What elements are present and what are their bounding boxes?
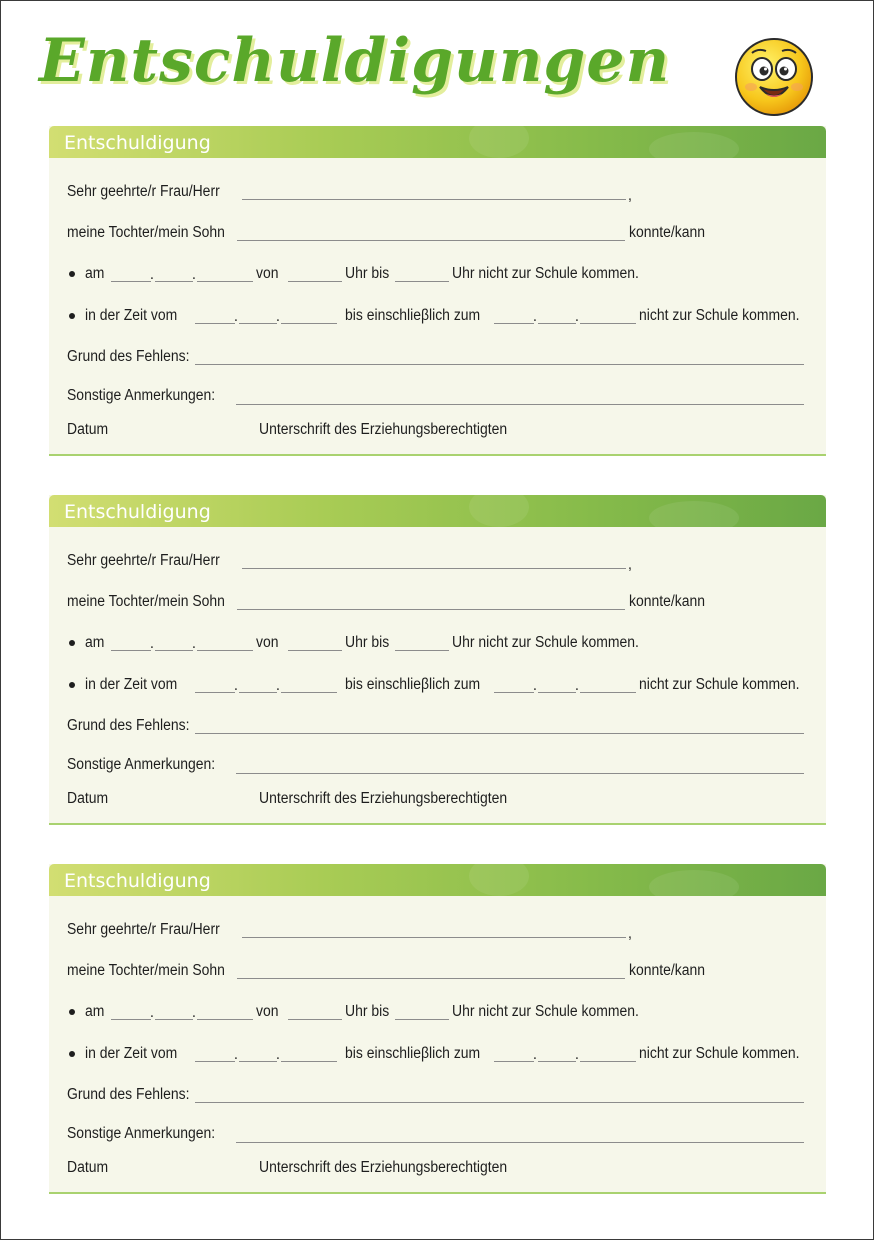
bis-incl-label: bis einschlieβlich zum xyxy=(345,307,481,324)
comma-text: , xyxy=(628,187,632,204)
recipient-name-field[interactable] xyxy=(242,937,626,938)
date-dot: . xyxy=(192,1004,196,1021)
date-day-field[interactable] xyxy=(111,650,151,651)
period-end-day-field[interactable] xyxy=(494,1061,534,1062)
notes-field[interactable] xyxy=(236,404,804,405)
salutation-label: Sehr geehrte/r Frau/Herr xyxy=(67,921,220,938)
period-start-day-field[interactable] xyxy=(195,323,235,324)
date-label: Datum xyxy=(67,790,109,807)
date-dot: . xyxy=(150,635,154,652)
comma-text: , xyxy=(628,925,632,942)
period-end-day-field[interactable] xyxy=(494,692,534,693)
date-dot: . xyxy=(575,1046,579,1063)
form-header xyxy=(49,864,826,896)
date-dot: . xyxy=(150,266,154,283)
recipient-name-field[interactable] xyxy=(242,199,626,200)
form-title: Entschuldigung xyxy=(64,501,211,523)
absent-label: nicht zur Schule kommen. xyxy=(639,676,800,693)
excuse-form-1 xyxy=(49,126,826,456)
form-title: Entschuldigung xyxy=(64,132,211,154)
date-label: Datum xyxy=(67,1159,109,1176)
date-dot: . xyxy=(533,677,537,694)
period-start-year-field[interactable] xyxy=(281,323,337,324)
signature-label: Unterschrift des Erziehungsberechtigten xyxy=(259,790,508,807)
date-dot: . xyxy=(192,266,196,283)
bullet-icon xyxy=(69,1051,75,1057)
notes-label: Sonstige Anmerkungen: xyxy=(67,756,216,773)
uhr-bis-label: Uhr bis xyxy=(345,1003,390,1020)
period-start-month-field[interactable] xyxy=(239,692,277,693)
comma-text: , xyxy=(628,556,632,573)
period-end-year-field[interactable] xyxy=(580,692,636,693)
uhr-absent-label: Uhr nicht zur Schule kommen. xyxy=(452,265,639,282)
date-dot: . xyxy=(276,1046,280,1063)
uhr-bis-label: Uhr bis xyxy=(345,265,390,282)
smiley-face-icon xyxy=(734,37,814,117)
reason-label: Grund des Fehlens: xyxy=(67,717,190,734)
salutation-label: Sehr geehrte/r Frau/Herr xyxy=(67,183,220,200)
zeit-vom-label: in der Zeit vom xyxy=(85,676,178,693)
date-dot: . xyxy=(150,1004,154,1021)
date-dot: . xyxy=(234,308,238,325)
bis-incl-label: bis einschlieβlich zum xyxy=(345,1045,481,1062)
date-month-field[interactable] xyxy=(155,281,193,282)
salutation-label: Sehr geehrte/r Frau/Herr xyxy=(67,552,220,569)
date-month-field[interactable] xyxy=(155,1019,193,1020)
could-label: konnte/kann xyxy=(629,962,706,979)
notes-field[interactable] xyxy=(236,773,804,774)
form-header xyxy=(49,495,826,527)
period-start-day-field[interactable] xyxy=(195,1061,235,1062)
period-end-month-field[interactable] xyxy=(538,692,576,693)
child-name-field[interactable] xyxy=(237,240,625,241)
could-label: konnte/kann xyxy=(629,593,706,610)
time-to-field[interactable] xyxy=(395,281,449,282)
date-dot: . xyxy=(533,308,537,325)
form-header xyxy=(49,126,826,158)
date-dot: . xyxy=(192,635,196,652)
child-label: meine Tochter/mein Sohn xyxy=(67,593,225,610)
von-label: von xyxy=(256,265,279,282)
period-end-month-field[interactable] xyxy=(538,1061,576,1062)
bullet-icon xyxy=(69,640,75,646)
date-day-field[interactable] xyxy=(111,281,151,282)
uhr-absent-label: Uhr nicht zur Schule kommen. xyxy=(452,1003,639,1020)
bullet-icon xyxy=(69,1009,75,1015)
reason-field[interactable] xyxy=(195,364,804,365)
reason-field[interactable] xyxy=(195,733,804,734)
child-label: meine Tochter/mein Sohn xyxy=(67,224,225,241)
notes-field[interactable] xyxy=(236,1142,804,1143)
date-dot: . xyxy=(575,308,579,325)
am-label: am xyxy=(85,634,105,651)
signature-label: Unterschrift des Erziehungsberechtigten xyxy=(259,421,508,438)
signature-label: Unterschrift des Erziehungsberechtigten xyxy=(259,1159,508,1176)
zeit-vom-label: in der Zeit vom xyxy=(85,307,178,324)
time-from-field[interactable] xyxy=(288,650,342,651)
period-end-year-field[interactable] xyxy=(580,323,636,324)
date-year-field[interactable] xyxy=(197,1019,253,1020)
period-start-day-field[interactable] xyxy=(195,692,235,693)
page-title: Entschuldigungen xyxy=(39,26,671,96)
date-dot: . xyxy=(234,677,238,694)
bullet-icon xyxy=(69,271,75,277)
excuse-form-2 xyxy=(49,495,826,825)
period-start-month-field[interactable] xyxy=(239,1061,277,1062)
child-name-field[interactable] xyxy=(237,978,625,979)
date-month-field[interactable] xyxy=(155,650,193,651)
period-start-month-field[interactable] xyxy=(239,323,277,324)
am-label: am xyxy=(85,1003,105,1020)
date-dot: . xyxy=(276,308,280,325)
time-to-field[interactable] xyxy=(395,1019,449,1020)
period-end-year-field[interactable] xyxy=(580,1061,636,1062)
time-from-field[interactable] xyxy=(288,281,342,282)
absent-label: nicht zur Schule kommen. xyxy=(639,307,800,324)
von-label: von xyxy=(256,1003,279,1020)
date-dot: . xyxy=(575,677,579,694)
absent-label: nicht zur Schule kommen. xyxy=(639,1045,800,1062)
am-label: am xyxy=(85,265,105,282)
zeit-vom-label: in der Zeit vom xyxy=(85,1045,178,1062)
period-start-year-field[interactable] xyxy=(281,692,337,693)
date-dot: . xyxy=(276,677,280,694)
period-end-day-field[interactable] xyxy=(494,323,534,324)
reason-field[interactable] xyxy=(195,1102,804,1103)
date-dot: . xyxy=(533,1046,537,1063)
date-year-field[interactable] xyxy=(197,281,253,282)
recipient-name-field[interactable] xyxy=(242,568,626,569)
reason-label: Grund des Fehlens: xyxy=(67,1086,190,1103)
period-end-month-field[interactable] xyxy=(538,323,576,324)
uhr-bis-label: Uhr bis xyxy=(345,634,390,651)
excuse-form-3 xyxy=(49,864,826,1194)
notes-label: Sonstige Anmerkungen: xyxy=(67,1125,216,1142)
could-label: konnte/kann xyxy=(629,224,706,241)
time-to-field[interactable] xyxy=(395,650,449,651)
uhr-absent-label: Uhr nicht zur Schule kommen. xyxy=(452,634,639,651)
child-name-field[interactable] xyxy=(237,609,625,610)
form-title: Entschuldigung xyxy=(64,870,211,892)
bis-incl-label: bis einschlieβlich zum xyxy=(345,676,481,693)
date-dot: . xyxy=(234,1046,238,1063)
bullet-icon xyxy=(69,682,75,688)
date-year-field[interactable] xyxy=(197,650,253,651)
bullet-icon xyxy=(69,313,75,319)
notes-label: Sonstige Anmerkungen: xyxy=(67,387,216,404)
child-label: meine Tochter/mein Sohn xyxy=(67,962,225,979)
date-day-field[interactable] xyxy=(111,1019,151,1020)
period-start-year-field[interactable] xyxy=(281,1061,337,1062)
von-label: von xyxy=(256,634,279,651)
time-from-field[interactable] xyxy=(288,1019,342,1020)
date-label: Datum xyxy=(67,421,109,438)
reason-label: Grund des Fehlens: xyxy=(67,348,190,365)
